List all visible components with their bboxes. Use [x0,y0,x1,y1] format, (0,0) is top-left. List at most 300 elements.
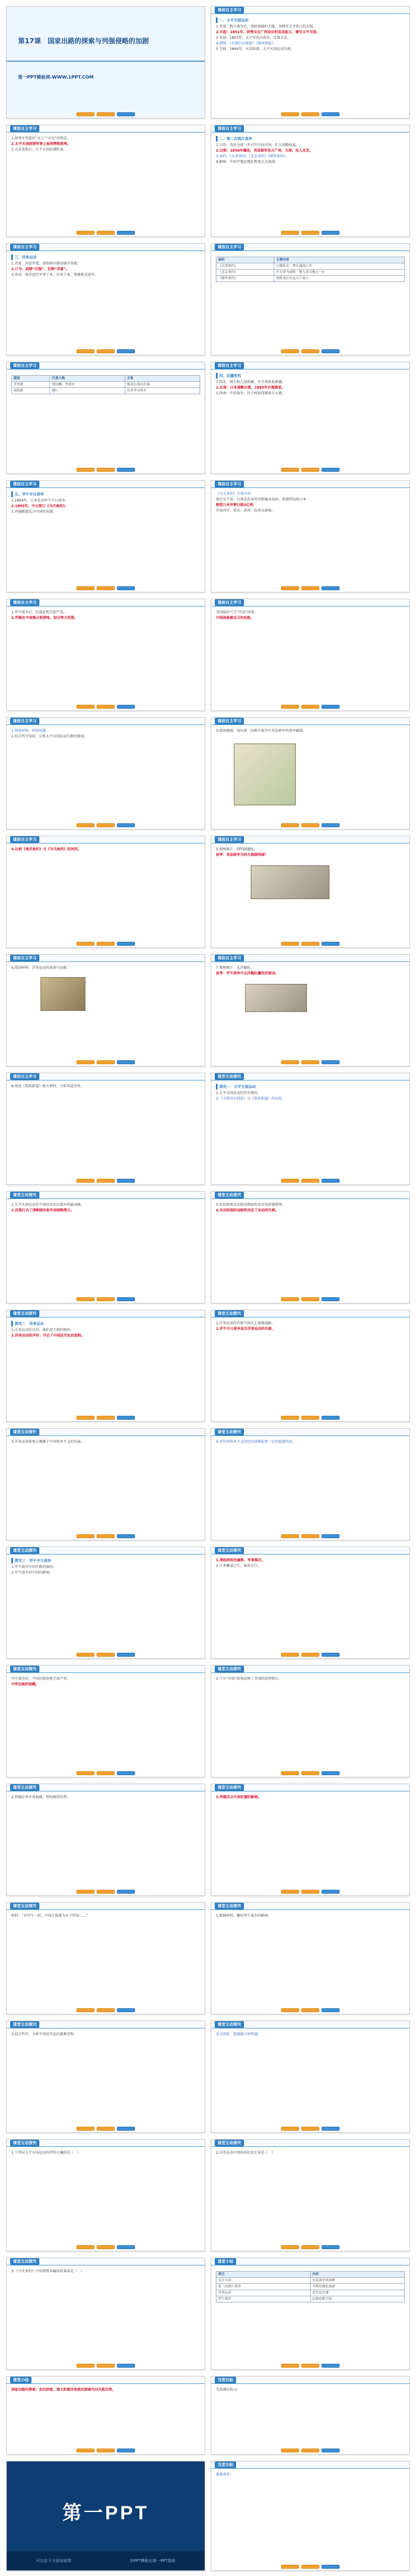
table-cell: 顽固派 [12,388,50,394]
nav-prev-button[interactable] [76,1771,94,1775]
slide-nav [211,703,409,710]
nav-prev-button[interactable] [76,2245,94,2249]
table-cell: 第二次鸦片战争 [216,2284,311,2290]
nav-next-button[interactable] [322,1534,340,1538]
slide-header [211,481,409,488]
slide-content [211,1673,409,1685]
text-line: 谢谢观看！ [216,2473,233,2477]
nav-prev-button[interactable] [76,468,94,472]
nav-home-button[interactable] [301,1771,319,1775]
nav-home-button[interactable] [97,1771,115,1775]
slide-content [7,844,205,856]
nav-prev-button[interactable] [281,1653,299,1657]
text-line: 1.西北：阿古柏入侵新疆，左宗棠收复新疆。 [216,380,286,384]
nav-prev-button[interactable] [76,2127,94,2131]
nav-home-button[interactable] [97,2364,115,2368]
nav-home-button[interactable] [301,1179,319,1183]
summary-table [216,2271,405,2303]
slide-nav [211,821,409,829]
slide-content [211,1080,409,1105]
slide-nav [211,347,409,355]
slide-header-title: 课前自主学习 [215,7,244,13]
text-line: 1.甲午战争中国失败的原因。 [11,1565,57,1569]
nav-home-button[interactable] [97,1060,115,1064]
nav-next-button[interactable] [117,1297,135,1301]
nav-home-button[interactable] [301,1416,319,1420]
yuanmingyuan-photo [251,865,329,899]
nav-next-button[interactable] [322,586,340,590]
slide-nav [211,1769,409,1777]
nav-home-button[interactable] [97,1890,115,1894]
nav-prev-button[interactable] [281,2364,299,2368]
slide-content [7,1910,205,1922]
nav-home-button[interactable] [301,942,319,946]
fleet-photo [245,984,307,1012]
nav-prev-button[interactable] [281,2565,299,2569]
slide-header-title: 课堂互动探究 [10,2140,39,2146]
slide-content [7,1199,205,1217]
table-row [12,388,200,394]
table-cell: 甲午战争 [216,2296,311,2303]
text-line: 1.洋务运动没有使中国走上富强道路。 [216,1321,275,1325]
slide-14 [211,717,410,829]
slide-32 [211,1784,410,1896]
slide-content [211,14,409,56]
nav-prev-button[interactable] [76,1890,94,1894]
slide-content [211,725,409,737]
slide-26 [211,1428,410,1540]
slide-nav [7,2446,205,2454]
nav-prev-button[interactable] [76,1534,94,1538]
text-line: 2.列强在中国强占租借地、划分势力范围。 [11,616,78,620]
slide-27 [6,1547,205,1659]
nav-prev-button[interactable] [76,2449,94,2452]
nav-next-button[interactable] [117,2127,135,2131]
nav-home-button[interactable] [97,586,115,590]
section-tag: 探究三 甲午中日战争 [11,1558,51,1563]
nav-home-button[interactable] [301,112,319,116]
nav-home-button[interactable] [97,1179,115,1183]
slide-nav [7,2006,205,2014]
nav-prev-button[interactable] [281,1416,299,1420]
nav-home-button[interactable] [301,468,319,472]
text-line: 7.观察图片：北洋舰队。 [216,966,254,970]
nav-next-button[interactable] [117,1534,135,1538]
nav-next-button[interactable] [117,1416,135,1420]
slide-header [7,836,205,844]
nav-next-button[interactable] [117,2364,135,2368]
slide-3 [6,125,205,237]
nav-next-button[interactable] [322,1653,340,1657]
slide-nav [211,1058,409,1066]
slide-nav [211,1414,409,1421]
slide-header-title: 课前自主学习 [215,599,244,606]
nav-prev-button[interactable] [281,1534,299,1538]
nav-home-button[interactable] [97,942,115,946]
slide-header-title: 课前自主学习 [10,481,39,487]
nav-next-button[interactable] [117,112,135,116]
nav-home-button[interactable] [301,2245,319,2249]
slide-header [211,2461,409,2469]
nav-next-button[interactable] [322,942,340,946]
slide-nav [7,110,205,118]
nav-home-button[interactable] [301,2127,319,2131]
nav-next-button[interactable] [322,1060,340,1064]
nav-next-button[interactable] [117,349,135,353]
slide-nav [7,1769,205,1777]
nav-home-button[interactable] [301,1060,319,1064]
slide-7 [6,362,205,474]
nav-home-button[interactable] [97,2449,115,2452]
nav-prev-button[interactable] [281,1179,299,1183]
slide-header [7,955,205,962]
text-line: 国家出路的探索：农民阶级、地主阶级洋务派的探索均以失败告终。 [11,2388,116,2392]
nav-prev-button[interactable] [281,231,299,235]
slide-nav [7,229,205,236]
nav-next-button[interactable] [322,349,340,353]
slide-11 [6,599,205,711]
treaty-table [216,257,405,282]
text-line: 2.东南：日本侵略台湾，1885年台湾建省。 [216,386,285,390]
nav-next-button[interactable] [322,1890,340,1894]
nav-home-button[interactable] [301,2565,319,2569]
table-cell: 割黑龙江以北大片领土 [274,276,405,282]
nav-prev-button[interactable] [76,1416,94,1420]
lesson-title: 第17课 国家出路的探索与列强侵略的加剧 [18,37,149,45]
text-line: 思考：英法联军为何火烧圆明园？ [216,853,268,857]
slide-41 [6,2376,205,2455]
nav-next-button[interactable] [117,468,135,472]
nav-home-button[interactable] [301,1890,319,1894]
slide-17 [6,954,205,1066]
slide-header-title: 课前自主学习 [215,362,244,369]
nav-home-button[interactable] [97,468,115,472]
slide-nav [7,1058,205,1066]
nav-home-button[interactable] [97,2127,115,2131]
nav-home-button[interactable] [301,2364,319,2368]
nav-prev-button[interactable] [76,349,94,353]
nav-prev-button[interactable] [281,2008,299,2012]
nav-prev-button[interactable] [281,2449,299,2452]
nav-prev-button[interactable] [281,468,299,472]
slide-header [211,955,409,962]
text-line: 材料：“自甲午一役，中国之弱遂为天下所知……” [11,1914,88,1918]
slide-header [211,1547,409,1554]
history-photo [40,977,85,1011]
slide-header [211,599,409,607]
slide-21 [6,1191,205,1303]
nav-next-button[interactable] [322,231,340,235]
nav-prev-button[interactable] [281,586,299,590]
nav-home-button[interactable] [97,2245,115,2249]
slide-header-title: 课前自主学习 [10,718,39,724]
slide-header-title: 课前自主学习 [10,955,39,961]
nav-home-button[interactable] [301,586,319,590]
text-line: 2.结合所学知识，分析太平天国运动失败的原因。 [11,735,88,738]
text-line: 2.过程：1856年爆发，英法联军攻占广州、天津，攻入北京。 [216,149,313,153]
nav-prev-button[interactable] [281,2127,299,2131]
slide-header-title: 课堂小结 [10,2377,31,2383]
nav-prev-button[interactable] [76,2364,94,2368]
nav-home-button[interactable] [301,705,319,709]
text-line: 1.洪秀全等提出“天父”“天兄”的观念。 [11,136,71,140]
slide-nav [7,584,205,592]
slide-12 [211,599,410,711]
slide-36 [211,2021,410,2133]
slide-nav [211,2446,409,2454]
slide-header [211,2377,409,2384]
slide-header [211,718,409,725]
slide-header-title: 课前自主学习 [10,1073,39,1080]
slide-2 [211,6,410,118]
nav-next-button[interactable] [322,468,340,472]
logo-footer-text: 可以在下方添加说明 [35,2559,71,2563]
table-cell: 半殖民地化加深 [310,2284,405,2290]
slide-header [7,718,205,725]
text-line: 2.日本蓄谋已久，准备充分。 [216,1564,261,1568]
nav-next-button[interactable] [322,823,340,827]
table-header: 代表人物 [50,376,125,382]
slide-header [211,1429,409,1436]
logo-footer-text: 本PPT模板由第一PPT提供 [129,2559,176,2563]
nav-prev-button[interactable] [76,2008,94,2012]
nav-next-button[interactable] [117,823,135,827]
text-line: 3.农民阶级无法提出彻底的反帝反封建纲领。 [216,1203,286,1207]
slide-header [7,2021,205,2028]
nav-home-button[interactable] [301,231,319,235]
slide-title [6,6,205,118]
slide-42 [211,2376,410,2455]
nav-prev-button[interactable] [281,349,299,353]
nav-next-button[interactable] [322,2245,340,2249]
nav-home-button[interactable] [97,1416,115,1420]
slide-header-title: 课堂互动探究 [10,1429,39,1435]
slide-22 [211,1191,410,1303]
slide-header [7,1310,205,1317]
text-line: 2.列强在华矛盾加剧，暂时维持均势。 [11,1795,70,1799]
nav-next-button[interactable] [322,1297,340,1301]
slide-header [211,1310,409,1317]
nav-prev-button[interactable] [76,1653,94,1657]
slide-content [7,488,205,518]
slide-header [7,2377,205,2384]
nav-next-button[interactable] [117,1771,135,1775]
text-line: 2.兴起：1851年，洪秀全在广西金田村发动起义，建号太平天国。 [216,30,320,34]
nav-prev-button[interactable] [281,1771,299,1775]
text-line: 4.对外国资本主义的经济侵略起到一定的抵制作用。 [216,1440,296,1444]
section-tag: 探究二 洋务运动 [11,1321,44,1326]
slide-nav [211,229,409,236]
nav-prev-button[interactable] [76,1060,94,1064]
nav-home-button[interactable] [97,1534,115,1538]
slide-content [7,2028,205,2041]
nav-home-button[interactable] [301,823,319,827]
nav-home-button[interactable] [97,112,115,116]
nav-next-button[interactable] [117,586,135,590]
nav-next-button[interactable] [117,231,135,235]
text-line: 2.甲午战争对中国的影响。 [11,1571,53,1575]
nav-home-button[interactable] [97,231,115,235]
nav-prev-button[interactable] [281,1297,299,1301]
nav-home-button[interactable] [301,2008,319,2012]
nav-next-button[interactable] [322,2364,340,2368]
nav-next-button[interactable] [322,1771,340,1775]
text-line: 3.活动：创办近代军事工业、民用工业，筹建新式海军。 [11,273,98,277]
slide-content [211,2384,409,2396]
slide-header-title: 课堂小结 [215,2258,236,2265]
nav-next-button[interactable] [117,1653,135,1657]
section-tag: 三、洋务运动 [11,254,37,260]
nav-prev-button[interactable] [281,2245,299,2249]
text-line: 4.纲领：《天朝田亩制度》《资政新篇》。 [216,42,277,45]
slide-content [211,1910,409,1922]
slide-38 [211,2139,410,2251]
table-row [216,2296,405,2303]
slide-28 [211,1547,410,1659]
slide-content [211,133,409,168]
table-cell: 《北京条约》 [216,270,274,276]
nav-home-button[interactable] [97,823,115,827]
nav-next-button[interactable] [117,2245,135,2249]
slide-content [211,2265,409,2306]
slide-content [7,1791,205,1804]
slide-header [211,2021,409,2028]
logo-footer [7,2551,205,2570]
slide-header [7,2258,205,2265]
nav-next-button[interactable] [322,2008,340,2012]
nav-prev-button[interactable] [281,823,299,827]
table-row [216,2284,405,2290]
nav-prev-button[interactable] [281,942,299,946]
nav-prev-button[interactable] [76,1297,94,1301]
table-row [216,276,405,282]
nav-next-button[interactable] [322,2565,340,2569]
nav-prev-button[interactable] [281,112,299,116]
nav-next-button[interactable] [117,2008,135,2012]
section-tag: 五、甲午中日战争 [11,491,44,497]
table-header: 主要内容 [274,257,405,263]
nav-next-button[interactable] [322,705,340,709]
slide-nav [211,1887,409,1895]
nav-next-button[interactable] [117,705,135,709]
slide-content [7,133,205,156]
slide-nav [211,940,409,947]
table-header: 内容 [310,2272,405,2278]
nav-home-button[interactable] [301,1297,319,1301]
nav-home-button[interactable] [301,1653,319,1657]
nav-next-button[interactable] [117,1060,135,1064]
nav-prev-button[interactable] [76,1179,94,1183]
slide-content [7,1436,205,1448]
slide-nav [7,703,205,710]
text-line: 2.口号：前期“自强”，后期“求富”。 [11,267,70,271]
nav-next-button[interactable] [322,2449,340,2452]
nav-prev-button[interactable] [281,705,299,709]
war-route-map [234,744,296,805]
faction-table [11,375,200,394]
table-cell: 公使驻京、增开通商口岸 [274,263,405,270]
slide-content [7,725,205,743]
text-line: 6.阅读材料：洋务运动的成效与局限。 [11,966,70,970]
slide-39 [6,2258,205,2370]
slide-content [7,1080,205,1093]
text-line: 《马关条约》主要内容： [216,492,255,496]
nav-prev-button[interactable] [76,112,94,116]
nav-home-button[interactable] [97,2008,115,2012]
slide-header-title: 课堂互动探究 [215,1192,244,1198]
nav-home-button[interactable] [301,2449,319,2452]
slide-content [211,1436,409,1448]
title-band [7,61,205,62]
nav-next-button[interactable] [322,1179,340,1183]
section-tag: 一、太平天国运动 [216,17,248,23]
slide-nav [211,1177,409,1184]
nav-home-button[interactable] [97,1297,115,1301]
text-line: 3.列强瓜分中国狂潮的影响。 [216,1795,261,1799]
slide-content [7,1317,205,1342]
table-header: 条约 [216,257,274,263]
slide-nav [7,1651,205,1658]
slide-header [211,1784,409,1791]
nav-next-button[interactable] [117,2449,135,2452]
slide-header-title: 课堂互动探究 [215,1903,244,1909]
nav-home-button[interactable] [97,349,115,353]
slide-content [7,370,205,398]
slide-nav [211,2124,409,2132]
slide-content [7,251,205,281]
text-line: 1.阅读材料，回答问题。 [11,729,49,733]
nav-next-button[interactable] [117,942,135,946]
slide-nav [7,940,205,947]
text-line: 1.目的：英法为进一步打开中国市场，扩大侵略权益。 [216,143,300,147]
nav-next-button[interactable] [322,112,340,116]
slide-nav [7,1532,205,1540]
slide-content [7,2147,205,2159]
nav-prev-button[interactable] [76,942,94,946]
nav-prev-button[interactable] [281,1060,299,1064]
nav-prev-button[interactable] [76,823,94,827]
slide-nav [211,466,409,473]
slide-header [7,1666,205,1673]
text-line: 1.清政府政治腐败、军事落后。 [216,1558,265,1562]
slide-content [211,488,409,517]
nav-home-button[interactable] [97,1653,115,1657]
nav-home-button[interactable] [301,1534,319,1538]
table-cell: 师夷长技以自强 [125,382,200,388]
slide-nav [7,2124,205,2132]
nav-next-button[interactable] [117,1179,135,1183]
table-cell: 反对学习西方 [125,388,200,394]
text-line: 2.1895年，中日签订《马关条约》。 [11,504,69,508]
slide-nav [7,466,205,473]
nav-next-button[interactable] [322,2127,340,2131]
nav-home-button[interactable] [97,705,115,709]
nav-prev-button[interactable] [76,231,94,235]
text-line: 2.结合所学，分析中国近代化的艰难历程。 [11,2032,78,2036]
table-cell: 倭仁 [50,388,125,394]
slide-header-title: 课前自主学习 [215,481,244,487]
nav-prev-button[interactable] [281,1890,299,1894]
table-cell: 《天津条约》 [216,263,274,270]
nav-prev-button[interactable] [76,705,94,709]
nav-next-button[interactable] [117,1890,135,1894]
nav-home-button[interactable] [301,349,319,353]
nav-prev-button[interactable] [76,586,94,590]
nav-next-button[interactable] [322,1416,340,1420]
text-line: 8.阅读《资政新篇》相关材料，分析其进步性。 [11,1084,84,1088]
table-row [216,263,405,270]
slide-header-title: 课前自主学习 [215,955,244,961]
